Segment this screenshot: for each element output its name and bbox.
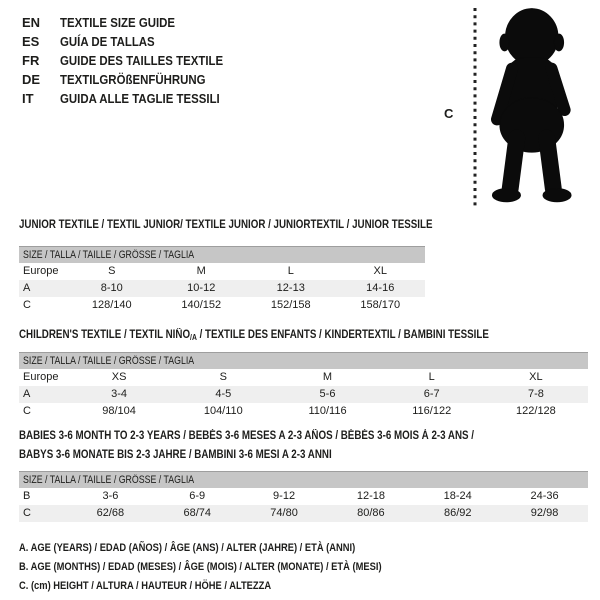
language-row bbox=[22, 70, 245, 89]
babies-size-table bbox=[19, 471, 588, 522]
guide-title: TEXTILGRÖßENFÜHRUNG bbox=[60, 72, 206, 87]
table-cell: 98/104 bbox=[102, 405, 136, 417]
table-cell: 3-6 bbox=[102, 490, 119, 502]
children-section-title bbox=[19, 326, 572, 345]
table-cell: 80/86 bbox=[357, 507, 385, 519]
table-cell: M bbox=[322, 371, 333, 383]
table-cell: 116/122 bbox=[412, 405, 452, 417]
row-label: B bbox=[23, 490, 31, 502]
junior-section-title bbox=[19, 216, 505, 235]
size-header-bar bbox=[19, 352, 588, 369]
title-part: / TEXTILE DES ENFANTS / KINDERTEXTIL / BAMBINI TESSILE bbox=[196, 329, 489, 341]
table-cell: S bbox=[219, 371, 227, 383]
table-cell: 92/98 bbox=[530, 507, 559, 519]
footnote-b-text: B. AGE (MONTHS) / EDAD (MESES) / ÂGE (MOIS) / ALTER (MONATE) / ETÀ (MESI) bbox=[19, 561, 382, 573]
table-cell: L bbox=[287, 265, 294, 277]
babies-title-line2: BABYS 3-6 MONATE BIS 2-3 JAHRE / BAMBINI 3-6 MESI A 2-3 ANNI bbox=[19, 449, 332, 461]
table-cell: L bbox=[428, 371, 435, 383]
language-row bbox=[22, 13, 245, 32]
table-row-height bbox=[19, 505, 588, 522]
row-label: Europe bbox=[23, 265, 59, 277]
table-row-europe bbox=[19, 369, 588, 386]
height-measure-label-c: C bbox=[444, 106, 454, 121]
babies-section-title bbox=[19, 427, 554, 465]
footnote-a-text: A. AGE (YEARS) / EDAD (AÑOS) / ÂGE (ANS) / ALTER (JAHRE) / ETÀ (ANNI) bbox=[19, 542, 356, 554]
table-row-height bbox=[19, 403, 588, 420]
table-row-age bbox=[19, 280, 425, 297]
size-header-label: SIZE / TALLA / TAILLE / GRÖSSE / TAGLIA bbox=[23, 474, 195, 486]
size-header-bar bbox=[19, 246, 425, 263]
table-row-height bbox=[19, 297, 425, 314]
footnote-b bbox=[19, 558, 446, 577]
footnote-a bbox=[19, 539, 446, 558]
table-cell: XL bbox=[373, 265, 387, 277]
table-cell: 24-36 bbox=[530, 490, 559, 502]
height-measure-dotted-line bbox=[473, 8, 477, 213]
language-title-list bbox=[22, 13, 245, 108]
guide-title: GUÍA DE TALLAS bbox=[60, 34, 155, 49]
language-code: ES bbox=[22, 34, 40, 49]
table-cell: 128/140 bbox=[91, 299, 132, 311]
toddler-silhouette-icon bbox=[481, 5, 575, 218]
row-label: C bbox=[23, 299, 31, 311]
title-part: CHILDREN'S TEXTILE / TEXTIL NIÑO bbox=[19, 329, 191, 341]
row-label: Europe bbox=[23, 371, 59, 383]
junior-section-title-text: JUNIOR TEXTILE / TEXTIL JUNIOR/ TEXTILE JUNIOR / JUNIORTEXTIL / JUNIOR TESSILE bbox=[19, 219, 433, 231]
table-cell: 4-5 bbox=[215, 388, 232, 400]
language-row bbox=[22, 32, 245, 51]
language-code: IT bbox=[22, 91, 34, 106]
language-code: FR bbox=[22, 53, 40, 68]
table-cell: 6-9 bbox=[189, 490, 206, 502]
size-header-label: SIZE / TALLA / TAILLE / GRÖSSE / TAGLIA bbox=[23, 249, 195, 261]
table-cell: 8-10 bbox=[100, 282, 123, 294]
title-subscript: /A bbox=[190, 333, 197, 342]
row-label: C bbox=[23, 405, 31, 417]
language-code: DE bbox=[22, 72, 41, 87]
footnote-c-text: C. (cm) HEIGHT / ALTURA / HAUTEUR / HÖHE / ALTEZZA bbox=[19, 580, 272, 592]
guide-title: GUIDA ALLE TAGLIE TESSILI bbox=[60, 91, 220, 106]
babies-title-line1: BABIES 3-6 MONTH TO 2-3 YEARS / BEBÉS 3-6 MESES A 2-3 AÑOS / BÉBÉS 3-6 MOIS À 2-3 ANS / bbox=[19, 430, 475, 442]
table-cell: S bbox=[108, 265, 116, 277]
table-cell: 152/158 bbox=[270, 299, 311, 311]
table-row-europe bbox=[19, 263, 425, 280]
table-cell: 9-12 bbox=[273, 490, 296, 502]
guide-title: TEXTILE SIZE GUIDE bbox=[60, 15, 176, 30]
table-row-age bbox=[19, 386, 588, 403]
table-cell: 74/80 bbox=[270, 507, 298, 519]
language-row bbox=[22, 51, 245, 70]
table-cell: 5-6 bbox=[319, 388, 336, 400]
table-cell: 14-16 bbox=[366, 282, 395, 294]
table-cell: 3-4 bbox=[111, 388, 128, 400]
table-row-age-months bbox=[19, 488, 588, 505]
language-code: EN bbox=[22, 15, 41, 30]
legend-footnotes bbox=[19, 539, 446, 596]
children-size-table bbox=[19, 352, 588, 420]
table-cell: 122/128 bbox=[516, 405, 556, 417]
table-cell: M bbox=[196, 265, 206, 277]
table-cell: 12-18 bbox=[356, 490, 385, 502]
row-label: A bbox=[23, 282, 31, 294]
size-header-label: SIZE / TALLA / TAILLE / GRÖSSE / TAGLIA bbox=[23, 355, 195, 367]
table-cell: 18-24 bbox=[443, 490, 472, 502]
row-label: A bbox=[23, 388, 31, 400]
table-cell: 158/170 bbox=[360, 299, 401, 311]
table-cell: 86/92 bbox=[443, 507, 472, 519]
table-cell: 68/74 bbox=[183, 507, 211, 519]
size-header-bar bbox=[19, 471, 588, 488]
guide-title: GUIDE DES TAILLES TEXTILE bbox=[60, 53, 224, 68]
table-cell: 110/116 bbox=[308, 405, 347, 417]
junior-size-table bbox=[19, 246, 425, 314]
table-cell: 140/152 bbox=[181, 299, 222, 311]
table-cell: XL bbox=[529, 371, 543, 383]
table-cell: 7-8 bbox=[527, 388, 544, 400]
table-cell: 6-7 bbox=[423, 388, 440, 400]
footnote-c bbox=[19, 577, 446, 596]
row-label: C bbox=[23, 507, 31, 519]
children-section-title-text bbox=[19, 326, 489, 345]
table-cell: XS bbox=[111, 371, 127, 383]
table-cell: 104/110 bbox=[203, 405, 243, 417]
table-cell: 62/68 bbox=[96, 507, 125, 519]
language-row bbox=[22, 89, 245, 108]
table-cell: 10-12 bbox=[187, 282, 216, 294]
table-cell: 12-13 bbox=[276, 282, 305, 294]
